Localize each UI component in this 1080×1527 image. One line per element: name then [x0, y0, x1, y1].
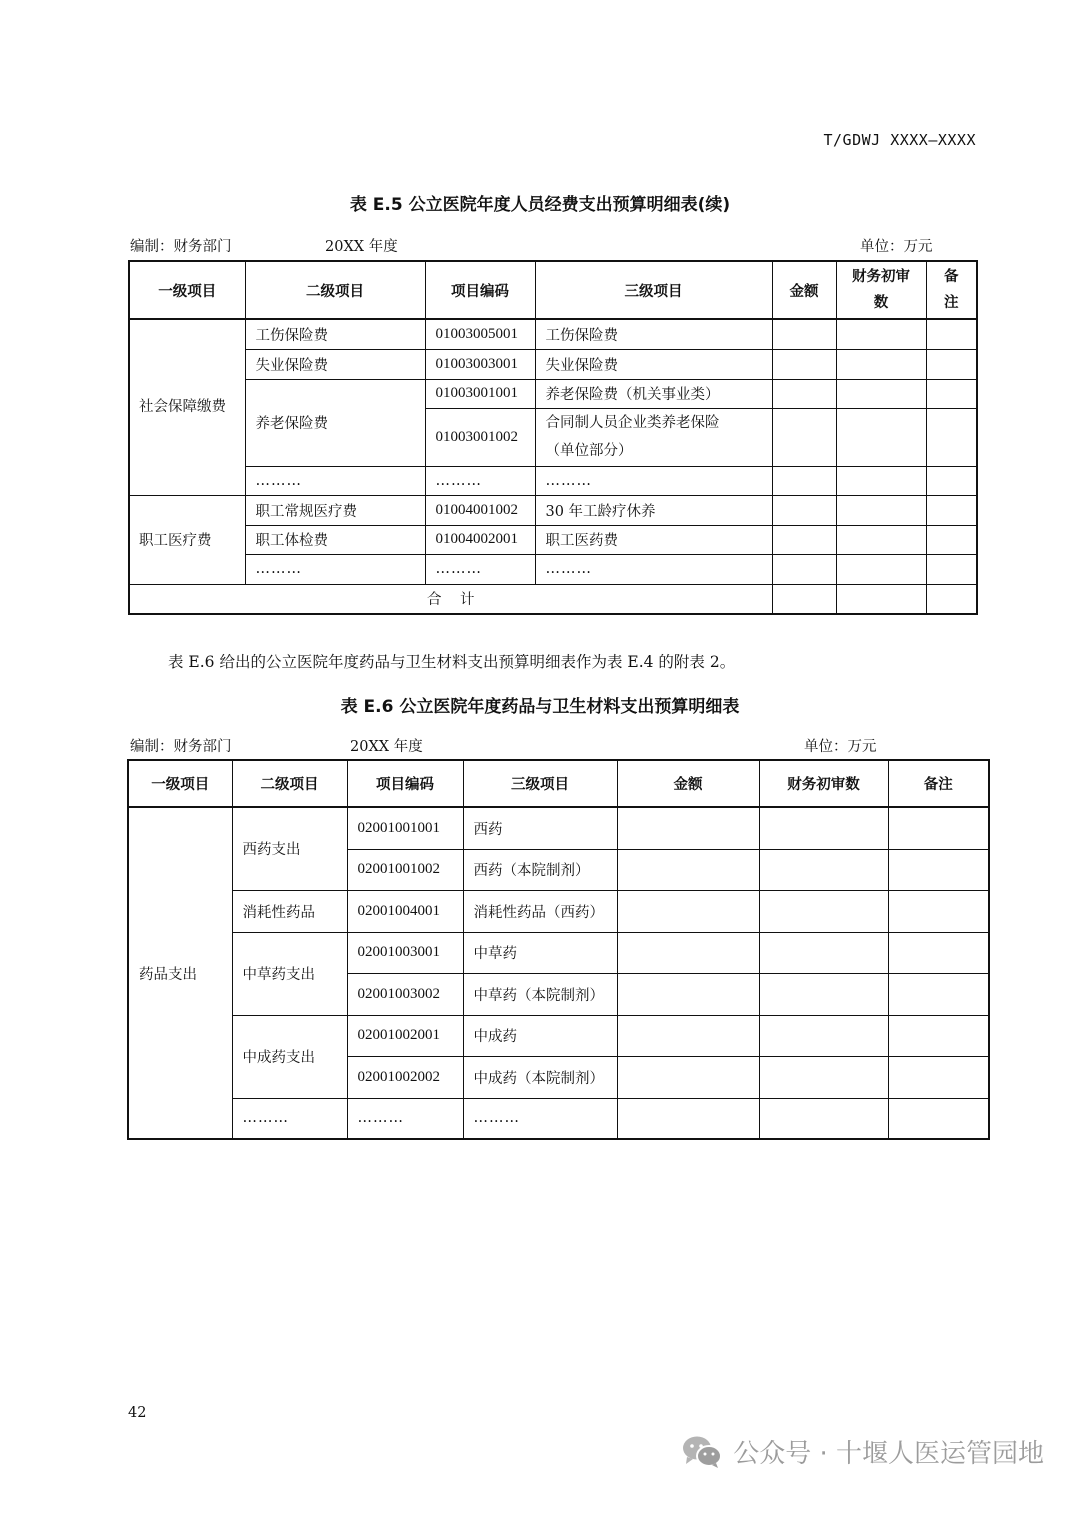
e6-level3-cell: 中成药（本院制剂）: [463, 1056, 617, 1098]
e6-level2-cell: ………: [232, 1098, 347, 1139]
e5-level2-cell: ………: [245, 554, 425, 584]
table-e6-year: 20XX 年度: [350, 739, 423, 755]
e5-amount-cell[interactable]: [772, 319, 836, 349]
table-row: [129, 554, 977, 584]
e5-remark-cell[interactable]: [926, 525, 977, 554]
e6-level3-cell: 西药（本院制剂）: [463, 849, 617, 890]
e6-amount-cell[interactable]: [617, 849, 759, 890]
e5-remark-cell[interactable]: [926, 319, 977, 349]
e6-group1-label: 药品支出: [139, 966, 197, 983]
e6-remark-cell[interactable]: [888, 1015, 989, 1056]
e5-header-level1: 一级项目: [129, 261, 245, 319]
table-row: [128, 1098, 989, 1139]
table-row: [129, 495, 977, 525]
table-e5-year: 20XX 年度: [325, 239, 398, 255]
e6-code-cell: 02001001002: [347, 849, 463, 890]
e6-remark-cell[interactable]: [888, 973, 989, 1015]
e5-total-label: 合 计: [129, 584, 772, 614]
e5-level2-cell: 工伤保险费: [245, 319, 425, 349]
table-row: [129, 525, 977, 554]
e5-level2-cell: 职工体检费: [245, 525, 425, 554]
table-row: [129, 349, 977, 379]
e6-amount-cell[interactable]: [617, 1056, 759, 1098]
e6-amount-cell[interactable]: [617, 1015, 759, 1056]
e5-remark-cell[interactable]: [926, 408, 977, 466]
table-e6-compiler: 编制：财务部门: [130, 739, 232, 755]
e5-review-cell[interactable]: [836, 495, 926, 525]
e5-remark-cell[interactable]: [926, 554, 977, 584]
e6-level2-cell: 西药支出: [232, 807, 347, 890]
e5-header-amount: 金额: [772, 261, 836, 319]
e6-code-cell: ………: [347, 1098, 463, 1139]
e6-review-cell[interactable]: [759, 1098, 888, 1139]
e5-review-cell[interactable]: [836, 319, 926, 349]
table-e5-unit: 单位：万元: [860, 239, 933, 255]
e6-header-level3: 三级项目: [463, 760, 617, 807]
e5-level3-cell: 工伤保险费: [535, 319, 772, 349]
wechat-icon: [681, 1434, 723, 1470]
e5-level2-cell: ………: [245, 466, 425, 495]
e6-amount-cell[interactable]: [617, 890, 759, 932]
e5-review-cell[interactable]: [836, 379, 926, 408]
e5-code-cell: 01003005001: [425, 319, 535, 349]
e5-level3-cell: 职工医药费: [535, 525, 772, 554]
watermark-text: 公众号 · 十堰人医运管园地: [733, 1439, 1044, 1469]
table-e5-title: 表 E.5 公立医院年度人员经费支出预算明细表(续): [349, 195, 731, 215]
e6-review-cell[interactable]: [759, 849, 888, 890]
e6-header-code: 项目编码: [347, 760, 463, 807]
e5-level3-cell: ………: [535, 554, 772, 584]
e6-review-cell[interactable]: [759, 890, 888, 932]
watermark: [681, 1433, 1044, 1470]
table-row: [128, 807, 989, 849]
e6-level3-cell: 消耗性药品（西药）: [463, 890, 617, 932]
e6-level2-cell: 消耗性药品: [232, 890, 347, 932]
e6-level3-cell: 中草药（本院制剂）: [463, 973, 617, 1015]
e5-code-cell: 01003001002: [425, 408, 535, 466]
table-e6: [127, 759, 990, 1140]
e5-level3-line1: 合同制人员企业类养老保险: [545, 415, 720, 431]
e5-total-remark[interactable]: [926, 584, 977, 614]
e6-remark-cell[interactable]: [888, 807, 989, 849]
e6-header-level2: 二级项目: [232, 760, 347, 807]
e6-code-cell: 02001004001: [347, 890, 463, 932]
table-e6-unit: 单位：万元: [804, 739, 877, 755]
e6-group-drugs: [128, 807, 232, 1139]
e6-remark-cell[interactable]: [888, 1098, 989, 1139]
e5-review-cell[interactable]: [836, 525, 926, 554]
e5-remark-cell[interactable]: [926, 379, 977, 408]
e5-amount-cell[interactable]: [772, 554, 836, 584]
e6-amount-cell[interactable]: [617, 807, 759, 849]
e5-code-cell: 01003001001: [425, 379, 535, 408]
table-row: [129, 379, 977, 408]
e6-level3-cell: 西药: [463, 807, 617, 849]
e5-review-cell[interactable]: [836, 466, 926, 495]
e5-code-cell: 01003003001: [425, 349, 535, 379]
e6-remark-cell[interactable]: [888, 849, 989, 890]
e6-level3-cell: 中草药: [463, 932, 617, 973]
e5-header-level3: 三级项目: [535, 261, 772, 319]
e5-review-cell[interactable]: [836, 408, 926, 466]
e6-header-level1: 一级项目: [128, 760, 232, 807]
e6-level3-cell: 中成药: [463, 1015, 617, 1056]
e6-review-cell[interactable]: [759, 932, 888, 973]
e5-header-remark: [926, 261, 977, 319]
e6-code-cell: 02001001001: [347, 807, 463, 849]
e5-level3-cell: 30 年工龄疗休养: [535, 495, 772, 525]
e6-level2-cell: 中草药支出: [232, 932, 347, 1015]
e5-code-cell: 01004002001: [425, 525, 535, 554]
e5-remark-cell[interactable]: [926, 466, 977, 495]
e5-group-social-security: [129, 319, 245, 495]
e6-review-cell[interactable]: [759, 973, 888, 1015]
e6-code-cell: 02001003001: [347, 932, 463, 973]
e5-group2-label: 职工医疗费: [139, 533, 212, 549]
e6-code-cell: 02001002002: [347, 1056, 463, 1098]
e6-remark-cell[interactable]: [888, 932, 989, 973]
e5-level2-cell: 职工常规医疗费: [245, 495, 425, 525]
e6-review-cell[interactable]: [759, 1015, 888, 1056]
e5-header-remark-line1: 备: [944, 269, 959, 285]
e5-total-amount[interactable]: [772, 584, 836, 614]
e5-group-medical: [129, 495, 245, 584]
standard-code: T/GDWJ XXXX—XXXX: [823, 131, 976, 149]
table-total-row: [129, 584, 977, 614]
e5-header-review-line2: 数: [873, 295, 889, 311]
table-e5-compiler: 编制：财务部门: [130, 239, 232, 255]
e6-code-cell: 02001003002: [347, 973, 463, 1015]
e6-level3-cell: ………: [463, 1098, 617, 1139]
e6-header-remark: 备注: [888, 760, 989, 807]
e5-level3-cell: 失业保险费: [535, 349, 772, 379]
e5-total-review[interactable]: [836, 584, 926, 614]
e6-remark-cell[interactable]: [888, 890, 989, 932]
table-e5: [128, 260, 978, 615]
e6-amount-cell[interactable]: [617, 1098, 759, 1139]
e5-header-remark-line2: 注: [944, 295, 959, 311]
e6-review-cell[interactable]: [759, 807, 888, 849]
e5-amount-cell[interactable]: [772, 349, 836, 379]
e5-amount-cell[interactable]: [772, 379, 836, 408]
table-row: [128, 890, 989, 932]
e5-header-code: 项目编码: [425, 261, 535, 319]
e5-header-level2: 二级项目: [245, 261, 425, 319]
table-e6-title: 表 E.6 公立医院年度药品与卫生材料支出预算明细表: [340, 697, 740, 717]
e5-remark-cell[interactable]: [926, 495, 977, 525]
table-row: [128, 1015, 989, 1056]
e5-amount-cell[interactable]: [772, 495, 836, 525]
table-row: [129, 466, 977, 495]
e5-level3-cell: [535, 408, 772, 466]
table-row: [129, 319, 977, 349]
e5-remark-cell[interactable]: [926, 349, 977, 379]
e5-level2-cell: 养老保险费: [245, 379, 425, 466]
e5-code-cell: 01004001002: [425, 495, 535, 525]
e6-amount-cell[interactable]: [617, 932, 759, 973]
e6-header-amount: 金额: [617, 760, 759, 807]
e5-level3-cell: ………: [535, 466, 772, 495]
e5-header-review-line1: 财务初审: [852, 269, 910, 285]
e5-amount-cell[interactable]: [772, 408, 836, 466]
e5-code-cell: ………: [425, 554, 535, 584]
e5-header-review: [836, 261, 926, 319]
e5-amount-cell[interactable]: [772, 466, 836, 495]
table-row: [128, 932, 989, 973]
e6-header-review: 财务初审数: [759, 760, 888, 807]
e5-level2-cell: 失业保险费: [245, 349, 425, 379]
e6-remark-cell[interactable]: [888, 1056, 989, 1098]
e5-group1-label: 社会保障缴费: [139, 398, 226, 415]
e6-amount-cell[interactable]: [617, 973, 759, 1015]
e5-review-cell[interactable]: [836, 349, 926, 379]
e5-amount-cell[interactable]: [772, 525, 836, 554]
e6-review-cell[interactable]: [759, 1056, 888, 1098]
e6-level2-cell: 中成药支出: [232, 1015, 347, 1098]
page-number: 42: [128, 1405, 147, 1421]
e5-level3-line2: （单位部分）: [545, 443, 633, 459]
description-paragraph: 表 E.6 给出的公立医院年度药品与卫生材料支出预算明细表作为表 E.4 的附表 2。: [168, 653, 736, 671]
e6-code-cell: 02001002001: [347, 1015, 463, 1056]
e5-code-cell: ………: [425, 466, 535, 495]
e5-review-cell[interactable]: [836, 554, 926, 584]
e5-level3-cell: 养老保险费（机关事业类）: [535, 379, 772, 408]
